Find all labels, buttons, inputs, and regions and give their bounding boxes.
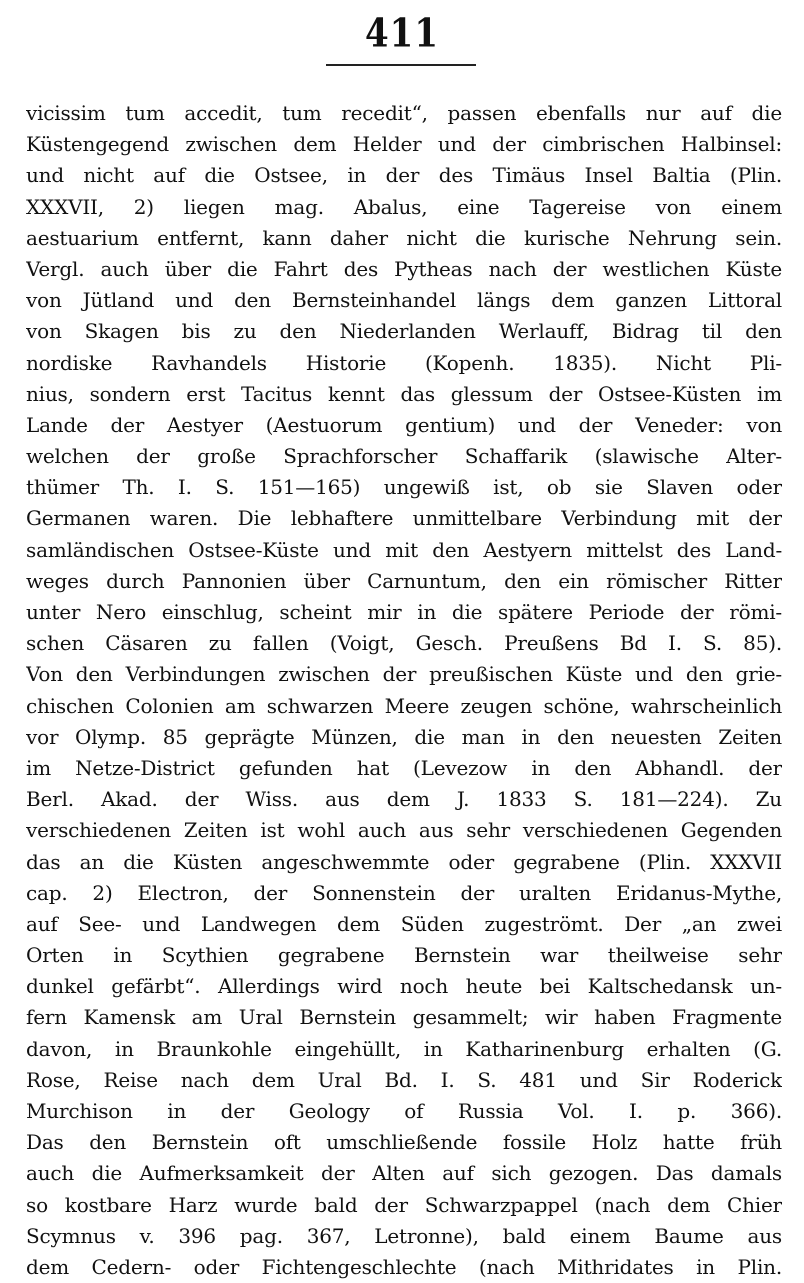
text-line: Lande der Aestyer (Aestuorum gentium) und der Veneder: von xyxy=(26,412,782,437)
text-line: cap. 2) Electron, der Sonnenstein der uralten Eridanus-Mythe, xyxy=(26,880,782,905)
text-line: davon, in Braunkohle eingehüllt, in Katharinenburg erhalten (G. xyxy=(26,1036,782,1061)
text-line: schen Cäsaren zu fallen (Voigt, Gesch. Preußens Bd I. S. 85). xyxy=(26,631,782,656)
body-text xyxy=(26,98,782,1283)
text-line: so kostbare Harz wurde bald der Schwarzpappel (nach dem Chier xyxy=(26,1192,782,1217)
text-line: Germanen waren. Die lebhaftere unmittelbare Verbindung mit der xyxy=(26,506,782,531)
text-line: aestuarium entfernt, kann daher nicht die kurische Nehrung sein. xyxy=(26,225,782,250)
text-line: von Skagen bis zu den Niederlanden Werlauff, Bidrag til den xyxy=(26,319,782,344)
text-line: Küstengegend zwischen dem Helder und der cimbrischen Halbinsel: xyxy=(26,132,782,157)
text-line: fern Kamensk am Ural Bernstein gesammelt; wir haben Fragmente xyxy=(26,1005,782,1030)
text-line: nordiske Ravhandels Historie (Kopenh. 1835). Nicht Pli- xyxy=(26,350,782,375)
text-line: Murchison in der Geology of Russia Vol. I. p. 366). xyxy=(26,1099,782,1123)
text-line: das an die Küsten angeschwemmte oder gegrabene (Plin. XXXVII xyxy=(26,849,782,874)
text-line: Vergl. auch über die Fahrt des Pytheas nach der westlichen Küste xyxy=(26,256,782,281)
text-line: auch die Aufmerksamkeit der Alten auf sich gezogen. Das damals xyxy=(26,1161,782,1186)
text-line: vor Olymp. 85 geprägte Münzen, die man in den neuesten Zeiten xyxy=(26,724,782,749)
text-line: dem Cedern- oder Fichtengeschlechte (nach Mithridates in Plin. xyxy=(26,1254,782,1279)
text-line: samländischen Ostsee-Küste und mit den Aestyern mittelst des Land- xyxy=(26,537,782,562)
text-line: im Netze-District gefunden hat (Levezow in den Abhandl. der xyxy=(26,755,782,780)
text-line: chischen Colonien am schwarzen Meere zeugen schöne, wahrscheinlich xyxy=(26,693,782,718)
text-line: auf See- und Landwegen dem Süden zugeströmt. Der „an zwei xyxy=(26,911,782,936)
text-line: dunkel gefärbt“. Allerdings wird noch heute bei Kaltschedansk un- xyxy=(26,974,782,999)
text-line: unter Nero einschlug, scheint mir in die spätere Periode der römi- xyxy=(26,600,782,624)
text-line: Rose, Reise nach dem Ural Bd. I. S. 481 und Sir Roderick xyxy=(26,1067,782,1092)
text-line: verschiedenen Zeiten ist wohl auch aus sehr verschiedenen Gegenden xyxy=(26,818,782,843)
text-line: Berl. Akad. der Wiss. aus dem J. 1833 S. 181—224). Zu xyxy=(26,787,782,812)
text-line: nius, sondern erst Tacitus kennt das glessum der Ostsee-Küsten im xyxy=(26,381,782,406)
text-line: Orten in Scythien gegrabene Bernstein war theilweise sehr xyxy=(26,943,782,968)
text-line: thümer Th. I. S. 151—165) ungewiß ist, ob sie Slaven oder xyxy=(26,475,782,500)
text-line: welchen der große Sprachforscher Schaffarik (slawische Alter- xyxy=(26,444,782,469)
text-line: Von den Verbindungen zwischen der preußischen Küste und den grie- xyxy=(26,662,782,687)
text-line: weges durch Pannonien über Carnuntum, den ein römischer Ritter xyxy=(26,568,782,593)
text-line: Scymnus v. 396 pag. 367, Letronne), bald einem Baume aus xyxy=(26,1223,782,1248)
text-line: XXXVII, 2) liegen mag. Abalus, eine Tagereise von einem xyxy=(26,194,782,219)
header-rule xyxy=(326,64,476,66)
page-number: 411 xyxy=(365,11,439,57)
text-line: vicissim tum accedit, tum recedit“, passen ebenfalls nur auf die xyxy=(26,101,782,125)
text-line: und nicht auf die Ostsee, in der des Timäus Insel Baltia (Plin. xyxy=(26,163,782,188)
text-line: Das den Bernstein oft umschließende fossile Holz hatte früh xyxy=(26,1130,782,1155)
text-line: von Jütland und den Bernsteinhandel längs dem ganzen Littoral xyxy=(26,288,782,313)
